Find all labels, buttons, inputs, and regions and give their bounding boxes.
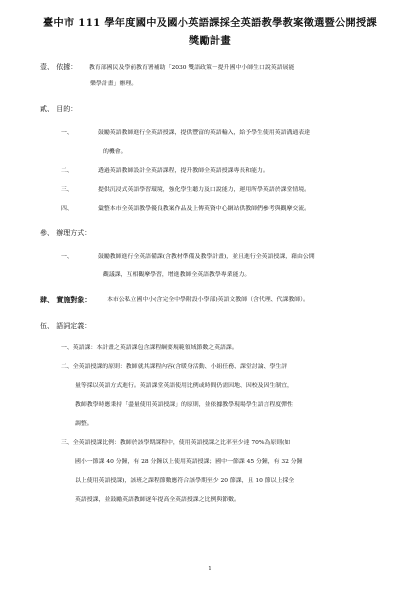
section-5-item3-line3: 以上使用英語授課)，該班之課程節數應符合該學期至少 20 節課，且 10 節以上採全 — [75, 478, 295, 484]
section-2-item1-line1: 鼓勵英語教師進行全英語授課，提供豐富的英語輸入，給予學生使用英語溝通表達 — [98, 130, 311, 136]
section-5-item2-line4: 調整。 — [75, 421, 93, 427]
section-3-item1-number: 一、 — [61, 254, 73, 260]
section-5-item2-line1: 二、全英語授課的原則：教師就其課程內容(含暖身活動、小組任務、課堂討論、學生評 — [61, 364, 288, 370]
section-3-item1-line2: 觀議課，互相觀摩學習，增進教師全英語教學專業能力。 — [103, 272, 251, 278]
section-3-heading: 參、 辦理方式： — [40, 229, 92, 237]
section-2-item1-line2: 的機會。 — [103, 149, 127, 155]
section-3-item1-line1: 鼓勵教師進行全英語備課(含教材準備及教學計畫)，並且進行全英語授課，藉由公開 — [98, 254, 315, 260]
section-5-item1-line1: 一、英語課：本計畫之英語課包含課程綱要規範領域節數之英語課。 — [61, 345, 238, 351]
section-2-item4-number: 四、 — [61, 206, 73, 212]
section-5-heading: 伍、 語詞定義： — [40, 322, 92, 330]
section-2-item2-number: 二、 — [61, 168, 73, 174]
section-2-item4-line1: 彙整本市全英語教學優良教案作品及上傳英資中心網站供教師們參考與觀摩交流。 — [98, 206, 311, 212]
section-1-text-line1: 教育部國民及學前教育署補助「2030 雙語政策－提升國中小師生口說英語展能 — [89, 65, 295, 71]
document-title-line2: 獎勵計畫 — [189, 35, 231, 47]
section-5-item3-line1: 三、全英語授課比例：教師於該學期課程中，使用英語授課之比率至少達 70%為原則(如 — [61, 440, 291, 446]
section-5-item2-line3: 教師教學時應秉持「盡量使用英語授課」的原則，並依據教學現場學生語言程度彈性 — [75, 402, 293, 408]
document-title-line1: 臺中市 111 學年度國中及國小英語課採全英語教學教案徵選暨公開授課 — [43, 17, 377, 29]
section-2-item2-line1: 透過英語教師設計全英語課程，提升教師全英語授課專長和能力。 — [98, 168, 269, 174]
section-2-item3-number: 三、 — [61, 187, 73, 193]
section-1-heading: 壹、 依據： — [40, 63, 78, 71]
section-5-item2-line2: 量等採以英語方式進行。英語課堂英語使用比例或時間仍需因地、因校及因生制宜， — [75, 383, 293, 389]
page-number: 1 — [208, 566, 212, 572]
section-4-heading: 肆、 實施對象： — [40, 295, 92, 304]
section-2-heading: 貳、 目的： — [40, 105, 78, 113]
section-2-item3-line1: 提供沉浸式英語學習環境，強化學生聽力及口說能力，運用所學英語於課堂情境。 — [98, 187, 311, 193]
section-2-item1-number: 一、 — [61, 130, 73, 136]
section-5-item3-line4: 英語授課，並鼓勵英語教師逐年提高全英語授課之比例與節數。 — [75, 497, 240, 503]
section-1-text-line2: 樂學計畫」辦理。 — [90, 81, 138, 87]
section-5-item3-line2: 國小一節課 40 分鐘，有 28 分鐘以上使用英語授課；國中一節課 45 分鐘，有 32 分鐘 — [75, 459, 303, 465]
section-4-text: 本市公私立國中小(含完全中學附設小學部)英語文教師（含代理、代課教師）。 — [107, 297, 309, 303]
